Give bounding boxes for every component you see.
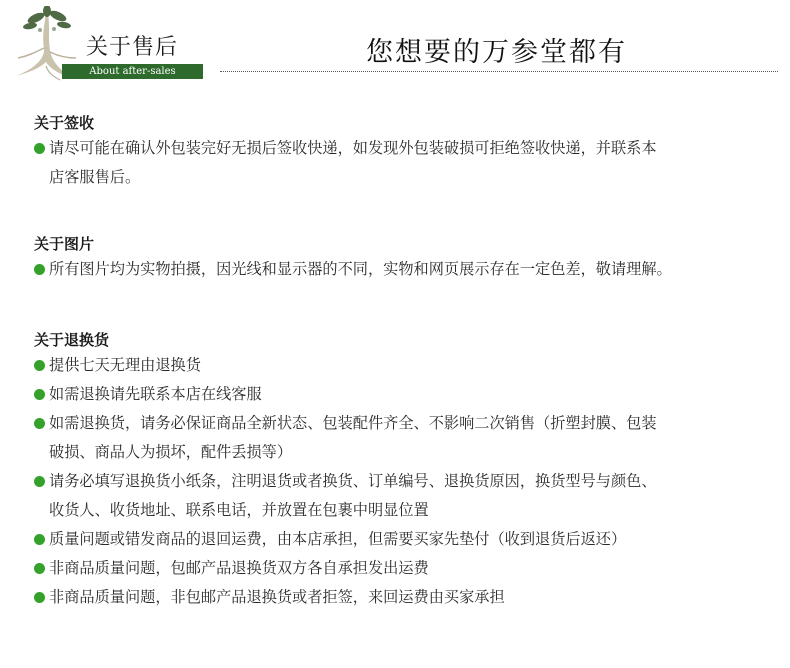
bullet-dot-icon	[34, 143, 45, 154]
section-images	[34, 233, 784, 284]
section-header-title: 关于售后	[86, 35, 179, 60]
dotted-divider	[220, 71, 778, 72]
list-item: 请务必填写退换货小纸条，注明退货或者换货、订单编号、退换货原因，换货型号与颜色、 收货人、收货地址、联系电话，并放置在包裹中明显位置	[34, 467, 784, 525]
list-item: 请尽可能在确认外包装完好无损后签收快递，如发现外包装破损可拒绝签收快递，并联系本 店客服售后。	[34, 134, 784, 192]
bullet-dot-icon	[34, 418, 45, 429]
slogan-heading: 您想要的万参堂都有	[366, 37, 627, 68]
section-title: 关于图片	[34, 235, 95, 253]
bullet-dot-icon	[34, 592, 45, 603]
bullet-dot-icon	[34, 264, 45, 275]
bullet-dot-icon	[34, 563, 45, 574]
section-signing	[34, 112, 784, 192]
section-title: 关于退换货	[34, 331, 110, 349]
list-item: 如需退换请先联系本店在线客服	[34, 380, 784, 409]
bullet-dot-icon	[34, 534, 45, 545]
list-item: 质量问题或错发商品的退回运费，由本店承担，但需要买家先垫付（收到退货后返还）	[34, 525, 784, 554]
section-header-subtitle: About after-sales	[62, 64, 203, 79]
list-item: 提供七天无理由退换货	[34, 351, 784, 380]
bullet-dot-icon	[34, 360, 45, 371]
bullet-dot-icon	[34, 389, 45, 400]
list-item: 所有图片均为实物拍摄，因光线和显示器的不同，实物和网页展示存在一定色差，敬请理解。	[34, 255, 784, 284]
header	[0, 0, 790, 90]
section-returns	[34, 329, 784, 612]
list-item: 如需退换货，请务必保证商品全新状态、包装配件齐全、不影响二次销售（折塑封膜、包装 破损、商品人为损坏，配件丢损等）	[34, 409, 784, 467]
bullet-dot-icon	[34, 476, 45, 487]
section-title: 关于签收	[34, 114, 95, 132]
list-item: 非商品质量问题，非包邮产品退换货或者拒签，来回运费由买家承担	[34, 583, 784, 612]
list-item: 非商品质量问题，包邮产品退换货双方各自承担发出运费	[34, 554, 784, 583]
